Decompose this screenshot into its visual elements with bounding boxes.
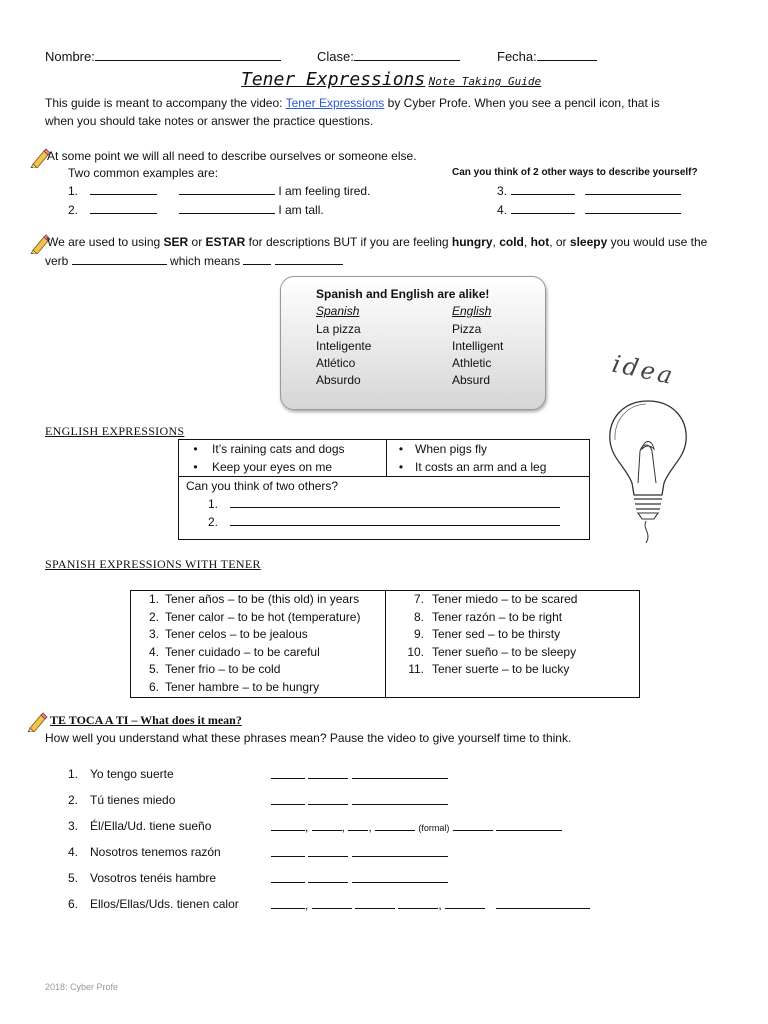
- list-item: • Keep your eyes on me: [193, 460, 333, 474]
- answer-blank[interactable]: [308, 871, 348, 883]
- practice-answer: [271, 871, 448, 886]
- answer-blank[interactable]: [308, 767, 348, 779]
- examples-label: Two common examples are:: [68, 166, 219, 180]
- practice-answer: [271, 845, 448, 860]
- practice-heading: TE TOCA A TI – What does it mean?: [50, 713, 242, 727]
- example-text: I am tall.: [278, 203, 324, 217]
- answer-blank[interactable]: [179, 183, 275, 195]
- hot-word: hot: [530, 235, 550, 249]
- list-item: 11. Tener suerte – to be lucky: [408, 662, 570, 676]
- video-link[interactable]: Tener Expressions: [285, 96, 385, 110]
- answer-blank[interactable]: [230, 514, 560, 526]
- callout-heading: Spanish and English are alike!: [316, 287, 490, 301]
- sleepy-word: sleepy: [569, 235, 608, 249]
- list-item: 1. Tener años – to be (this old) in years: [148, 592, 360, 606]
- answer-blank[interactable]: [355, 897, 395, 909]
- english-expressions-table: [178, 439, 590, 540]
- example-row: [68, 202, 324, 217]
- answer-blank[interactable]: [271, 871, 305, 883]
- practice-item: 2. Tú tienes miedo: [68, 793, 176, 807]
- text: or: [188, 235, 206, 249]
- lightbulb-icon: [598, 395, 698, 545]
- answer-blank[interactable]: [348, 819, 368, 831]
- example-num: 2.: [68, 203, 79, 217]
- section1-intro: At some point we will all need to describe ourselves or someone else.: [47, 149, 417, 163]
- practice-instructions: How well you understand what these phrases mean? Pause the video to give yourself time to think.: [45, 731, 572, 745]
- answer-blank[interactable]: [308, 845, 348, 857]
- text: ,: [523, 235, 531, 249]
- section2-line-2: [45, 253, 343, 268]
- practice-answer: , , , (formal): [271, 819, 562, 834]
- date-blank[interactable]: [537, 49, 597, 61]
- page-title: [241, 69, 541, 90]
- practice-item: 4. Nosotros tenemos razón: [68, 845, 221, 859]
- answer-blank[interactable]: [271, 767, 305, 779]
- text: ,: [492, 235, 500, 249]
- answer-blank[interactable]: [511, 183, 575, 195]
- other-way-row: [497, 202, 681, 217]
- answer-blank[interactable]: [496, 897, 590, 909]
- date-field[interactable]: [497, 49, 597, 64]
- other-num: 3.: [497, 184, 508, 198]
- answer-blank[interactable]: [496, 819, 562, 831]
- cognate-en: Intelligent: [452, 339, 504, 353]
- list-item: 7. Tener miedo – to be scared: [413, 592, 578, 606]
- answer-blank[interactable]: [312, 897, 352, 909]
- practice-item: 1. Yo tengo suerte: [68, 767, 174, 781]
- answer-blank[interactable]: [585, 183, 681, 195]
- spanish-expressions-heading: SPANISH EXPRESSIONS WITH TENER: [45, 557, 261, 571]
- title-sub: Note Taking Guide: [428, 75, 542, 88]
- spanish-expressions-table: [130, 590, 640, 698]
- col-header-spanish: Spanish: [316, 304, 360, 318]
- answer-blank[interactable]: [90, 183, 157, 195]
- practice-item: 6. Ellos/Ellas/Uds. tienen calor: [68, 897, 239, 911]
- other-way-row: [497, 183, 681, 198]
- text: for descriptions BUT if you are feeling: [245, 235, 452, 249]
- practice-item: 3. Él/Ella/Ud. tiene sueño: [68, 819, 212, 833]
- cognate-es: La pizza: [316, 322, 361, 336]
- others-question: Can you think of two others?: [186, 479, 339, 493]
- name-label: Nombre:: [45, 49, 95, 64]
- formal-label: (formal): [418, 823, 450, 833]
- answer-blank[interactable]: [271, 819, 305, 831]
- answer-blank[interactable]: [179, 202, 275, 214]
- answer-blank[interactable]: [352, 845, 448, 857]
- intro-line-1: [45, 96, 660, 110]
- class-blank[interactable]: [354, 49, 460, 61]
- list-item: 2. Tener calor – to be hot (temperature): [148, 609, 361, 624]
- cold-word: cold: [499, 235, 524, 249]
- example-text: I am feeling tired.: [278, 184, 371, 198]
- answer-row: 1.: [179, 495, 589, 513]
- intro-text: This guide is meant to accompany the video:: [45, 96, 286, 110]
- answer-blank[interactable]: [271, 897, 305, 909]
- answer-blank[interactable]: [352, 793, 448, 805]
- cognates-callout: [280, 276, 546, 410]
- hungry-word: hungry: [451, 235, 493, 249]
- practice-answer: , ,: [271, 897, 590, 912]
- list-item: 9. Tener sed – to be thirsty: [413, 627, 561, 641]
- verb-label: verb: [45, 254, 69, 268]
- cognate-en: Absurd: [452, 373, 491, 387]
- answer-blank[interactable]: [308, 793, 348, 805]
- answer-blank[interactable]: [230, 496, 560, 508]
- text: We are used to using: [47, 235, 164, 249]
- text: you would use the: [607, 235, 708, 249]
- list-item: 4. Tener cuidado – to be careful: [148, 644, 320, 659]
- title-main: Tener Expressions: [241, 69, 426, 90]
- list-item: 10. Tener sueño – to be sleepy: [407, 644, 577, 659]
- class-field[interactable]: [317, 49, 460, 64]
- footer-credit: 2018: Cyber Profe: [45, 982, 119, 992]
- meaning-blank[interactable]: [275, 253, 343, 265]
- example-num: 1.: [68, 184, 79, 198]
- practice-item: 5. Vosotros tenéis hambre: [68, 871, 217, 885]
- answer-blank[interactable]: [453, 819, 493, 831]
- ser-word: SER: [163, 235, 189, 249]
- answer-blank[interactable]: [585, 202, 681, 214]
- answer-blank[interactable]: [312, 819, 342, 831]
- answer-blank[interactable]: [511, 202, 575, 214]
- list-item: • It’s raining cats and dogs: [193, 442, 345, 456]
- example-row: [68, 183, 370, 198]
- section2-line-1: [47, 235, 707, 249]
- cognate-en: Pizza: [452, 322, 482, 336]
- pencil-icon: [26, 710, 48, 732]
- list-item: 8. Tener razón – to be right: [413, 609, 563, 624]
- answer-row: 2.: [179, 513, 589, 531]
- list-item: 5. Tener frio – to be cold: [148, 662, 281, 676]
- answer-blank[interactable]: [271, 845, 305, 857]
- which-means-label: which means: [170, 254, 241, 268]
- other-num: 4.: [497, 203, 508, 217]
- class-label: Clase:: [317, 49, 354, 64]
- cognate-es: Inteligente: [316, 339, 372, 353]
- cognate-es: Atlético: [316, 356, 356, 370]
- answer-blank[interactable]: [445, 897, 485, 909]
- practice-answer: [271, 767, 448, 782]
- list-item: 3. Tener celos – to be jealous: [148, 627, 308, 641]
- meaning-blank[interactable]: [243, 253, 271, 265]
- text: , or: [549, 235, 570, 249]
- intro-line-2: when you should take notes or answer the practice questions.: [45, 114, 374, 128]
- answer-blank[interactable]: [90, 202, 157, 214]
- cognate-es: Absurdo: [316, 373, 361, 387]
- name-field[interactable]: [45, 49, 281, 64]
- idea-label: idea: [609, 349, 678, 391]
- answer-blank[interactable]: [398, 897, 438, 909]
- intro-text-2: by Cyber Profe. When you see a pencil icon, that is: [384, 96, 660, 110]
- practice-answer: [271, 793, 448, 808]
- cognate-en: Athletic: [452, 356, 492, 370]
- verb-blank[interactable]: [72, 253, 167, 265]
- english-expressions-heading: ENGLISH EXPRESSIONS: [45, 424, 185, 438]
- answer-blank[interactable]: [352, 767, 448, 779]
- answer-blank[interactable]: [375, 819, 415, 831]
- estar-word: ESTAR: [205, 235, 246, 249]
- date-label: Fecha:: [497, 49, 537, 64]
- answer-blank[interactable]: [271, 793, 305, 805]
- ways-question: Can you think of 2 other ways to describe yourself?: [452, 167, 698, 178]
- col-header-english: English: [452, 304, 492, 318]
- list-item: • When pigs fly: [398, 442, 488, 456]
- list-item: 6. Tener hambre – to be hungry: [148, 679, 320, 694]
- answer-blank[interactable]: [352, 871, 448, 883]
- list-item: • It costs an arm and a leg: [398, 460, 547, 474]
- name-blank[interactable]: [95, 49, 281, 61]
